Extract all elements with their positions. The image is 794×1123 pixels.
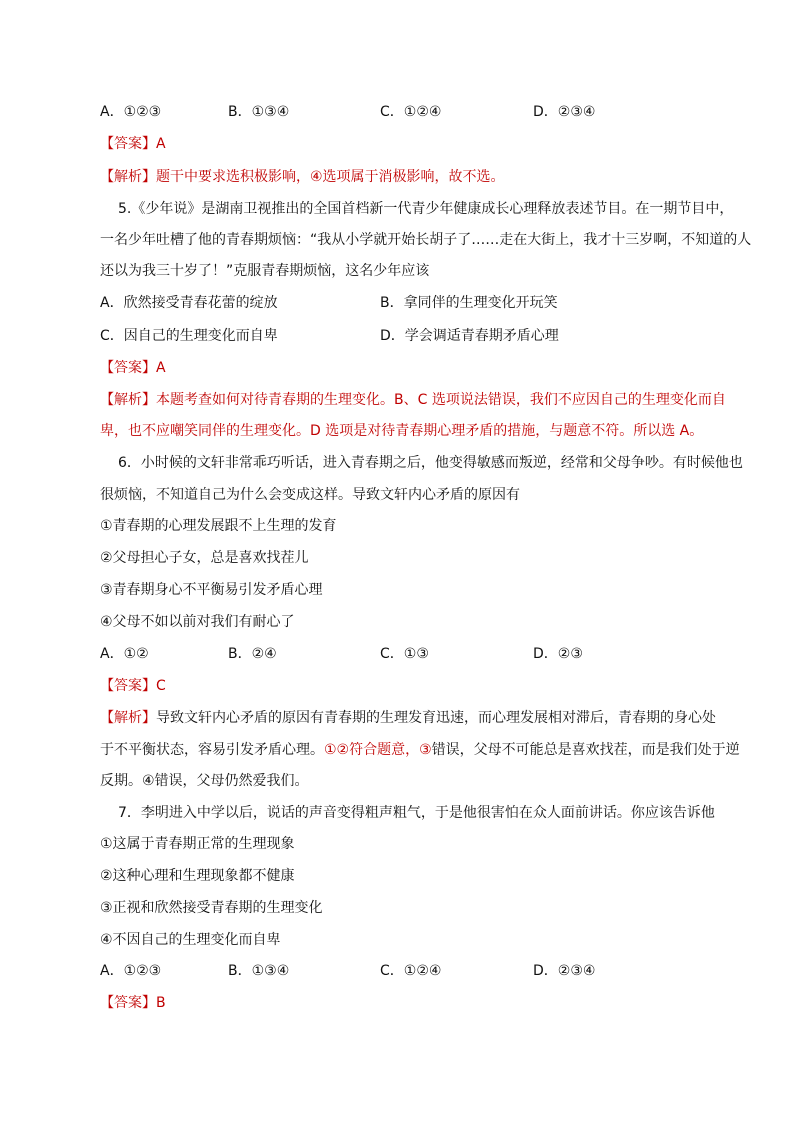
q7-item-4: ④不因自己的生理变化而自卑 xyxy=(100,932,281,948)
analysis-tag: 【解析】 xyxy=(100,169,156,185)
q7-item-2: ②这种心理和生理现象都不健康 xyxy=(100,868,295,884)
q6-stem-line-1: 6．小时候的文轩非常乖巧听话，进入青春期之后，他变得敏感而叛逆，经常和父母争吵。有时候他也 xyxy=(118,455,743,471)
q4-option-c: C．①②④ xyxy=(380,104,442,120)
q7-option-a: A．①②③ xyxy=(100,963,162,979)
q6-option-a: A．①② xyxy=(100,646,149,662)
q6-analysis-line-1 xyxy=(100,708,716,728)
q6-analysis-line-3: 反期。④错误，父母仍然爱我们。 xyxy=(100,773,309,789)
q5-option-b: B．拿同伴的生理变化开玩笑 xyxy=(380,295,558,311)
answer-value: C xyxy=(156,678,166,694)
q7-answer xyxy=(100,993,166,1013)
analysis-text: 本题考查如何对待青春期的生理变化。B、C 选项说法错误，我们不应因自己的生理变化而自 xyxy=(156,392,726,408)
answer-tag: 【答案】 xyxy=(100,995,156,1011)
q6-item-3: ③青春期身心不平衡易引发矛盾心理 xyxy=(100,582,323,598)
q4-option-a: A．①②③ xyxy=(100,104,162,120)
q6-option-c: C．①③ xyxy=(380,646,429,662)
analysis-tag: 【解析】 xyxy=(100,392,156,408)
q5-stem-line-2: 一名少年吐槽了他的青春期烦恼：“我从小学就开始长胡子了……走在大街上，我才十三岁啊，不知道的人 xyxy=(100,232,752,248)
q5-analysis-line-2: 卑，也不应嘲笑同伴的生理变化。D 选项是对待青春期心理矛盾的措施，与题意不符。所以选 A。 xyxy=(100,423,704,439)
analysis-text: 导致文轩内心矛盾的原因有青春期的生理发育迅速，而心理发展相对滞后，青春期的身心处 xyxy=(156,710,716,726)
q6-analysis-line-2 xyxy=(100,740,740,760)
answer-value: A xyxy=(156,136,166,152)
q5-stem-line-1: 5.《少年说》是湖南卫视推出的全国首档新一代青少年健康成长心理释放表述节目。在一期节目中， xyxy=(118,201,734,217)
q7-option-b: B．①③④ xyxy=(228,963,290,979)
analysis-highlight: ①②符合题意，③ xyxy=(324,742,432,758)
q5-stem-line-3: 还以为我三十岁了！”克服青春期烦恼，这名少年应该 xyxy=(100,263,430,279)
q7-item-3: ③正视和欣然接受青春期的生理变化 xyxy=(100,900,323,916)
q6-option-d: D．②③ xyxy=(533,646,583,662)
q6-stem-line-2: 很烦恼，不知道自己为什么会变成这样。导致文轩内心矛盾的原因有 xyxy=(100,487,520,503)
q7-item-1: ①这属于青春期正常的生理现象 xyxy=(100,836,295,852)
answer-tag: 【答案】 xyxy=(100,360,156,376)
analysis-text: 于不平衡状态，容易引发矛盾心理。 xyxy=(100,742,324,758)
q7-stem: 7．李明进入中学以后，说话的声音变得粗声粗气，于是他很害怕在众人面前讲话。你应该告诉他 xyxy=(118,805,715,821)
answer-tag: 【答案】 xyxy=(100,678,156,694)
q4-option-d: D．②③④ xyxy=(533,104,596,120)
q4-analysis xyxy=(100,167,505,187)
q7-option-c: C．①②④ xyxy=(380,963,442,979)
answer-tag: 【答案】 xyxy=(100,136,156,152)
answer-value: A xyxy=(156,360,166,376)
q4-option-b: B．①③④ xyxy=(228,104,290,120)
q6-item-1: ①青春期的心理发展跟不上生理的发育 xyxy=(100,518,337,534)
q7-option-d: D．②③④ xyxy=(533,963,596,979)
analysis-text-tail: 错误，父母不可能总是喜欢找茬，而是我们处于逆 xyxy=(431,742,740,758)
q6-option-b: B．②④ xyxy=(228,646,277,662)
answer-value: B xyxy=(156,995,166,1011)
analysis-tag: 【解析】 xyxy=(100,710,156,726)
q6-item-4: ④父母不如以前对我们有耐心了 xyxy=(100,614,295,630)
q5-option-c: C．因自己的生理变化而自卑 xyxy=(100,328,278,344)
q4-answer xyxy=(100,134,166,154)
q5-analysis-line-1 xyxy=(100,390,726,410)
q6-answer xyxy=(100,676,166,696)
q5-answer xyxy=(100,358,166,378)
q5-option-a: A．欣然接受青春花蕾的绽放 xyxy=(100,295,278,311)
analysis-text: 题干中要求选积极影响，④选项属于消极影响，故不选。 xyxy=(156,169,505,185)
q5-option-d: D．学会调适青春期矛盾心理 xyxy=(380,328,559,344)
q6-item-2: ②父母担心子女，总是喜欢找茬儿 xyxy=(100,550,309,566)
